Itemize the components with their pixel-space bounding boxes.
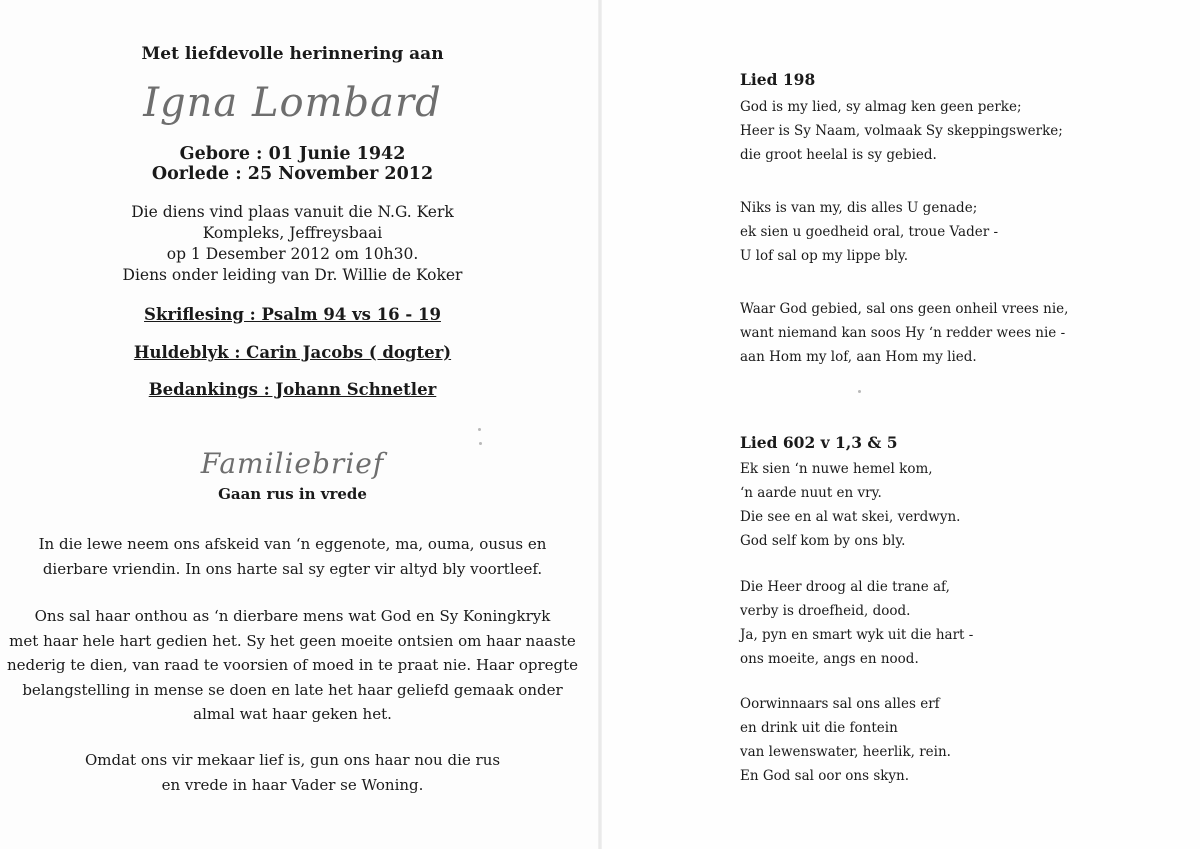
paragraph-line: dierbare vriendin. In ons harte sal sy egter vir altyd bly voortleef. xyxy=(42,559,543,578)
hymn-2-stanza-1 xyxy=(740,457,960,553)
verse-line: Die Heer droog al die trane af, xyxy=(740,579,950,595)
service-details xyxy=(0,202,585,286)
paragraph-line: In die lewe neem ons afskeid van ‘n eggenote, ma, ouma, ousus en xyxy=(38,535,547,553)
verse-line: verby is droefheid, dood. xyxy=(740,603,911,619)
verse-line: Ek sien ‘n nuwe hemel kom, xyxy=(740,461,933,477)
scripture-reading: Skriflesing : Psalm 94 vs 16 - 19 xyxy=(144,305,441,324)
paragraph-line: Ons sal haar onthou as ‘n dierbare mens wat God en Sy Koningkryk xyxy=(34,607,551,625)
hymn-2-stanza-3 xyxy=(740,692,951,788)
scan-speck xyxy=(478,428,481,431)
verse-line: Heer is Sy Naam, volmaak Sy skeppingswerke; xyxy=(740,123,1063,139)
service-line: Diens onder leiding van Dr. Willie de Koker xyxy=(122,266,463,284)
letter-paragraph-3 xyxy=(0,748,585,797)
verse-line: die groot heelal is sy gebied. xyxy=(740,147,937,163)
verse-line: Waar God gebied, sal ons geen onheil vrees nie, xyxy=(740,301,1069,317)
page-fold xyxy=(598,0,602,849)
verse-line: U lof sal op my lippe bly. xyxy=(740,248,909,264)
verse-line: Oorwinnaars sal ons alles erf xyxy=(740,696,940,712)
hymn-1-stanza-2 xyxy=(740,196,998,268)
verse-line: van lewenswater, heerlik, rein. xyxy=(740,744,951,760)
paragraph-line: nederig te dien, van raad te voorsien of moed in te praat nie. Haar opregte xyxy=(6,656,579,674)
letter-subheading: Gaan rus in vrede xyxy=(218,485,367,503)
verse-line: Niks is van my, dis alles U genade; xyxy=(740,200,978,216)
hymn-1-stanza-1 xyxy=(740,95,1063,167)
letter-heading: Familiebrief xyxy=(200,447,385,480)
verse-line: aan Hom my lof, aan Hom my lied. xyxy=(740,349,977,365)
death-date: Oorlede : 25 November 2012 xyxy=(151,164,434,184)
paragraph-line: met haar hele hart gedien het. Sy het geen moeite ontsien om haar naaste xyxy=(9,631,576,650)
hymn-1-title: Lied 198 xyxy=(740,70,816,89)
verse-line: ‘n aarde nuut en vry. xyxy=(740,485,882,501)
scan-speck xyxy=(479,442,482,445)
paragraph-line: almal wat haar geken het. xyxy=(193,705,392,723)
verse-line: God self kom by ons bly. xyxy=(740,533,906,549)
deceased-name: Igna Lombard xyxy=(143,80,442,126)
verse-line: en drink uit die fontein xyxy=(740,720,898,736)
scan-speck xyxy=(858,390,861,393)
verse-line: want niemand kan soos Hy ‘n redder wees nie - xyxy=(740,325,1066,341)
hymn-2-title: Lied 602 v 1,3 & 5 xyxy=(740,433,898,452)
verse-line: Ja, pyn en smart wyk uit die hart - xyxy=(740,627,974,643)
paragraph-line: belangstelling in mense se doen en late het haar geliefd gemaak onder xyxy=(22,680,563,699)
intro-heading: Met liefdevolle herinnering aan xyxy=(141,44,444,64)
service-line: op 1 Desember 2012 om 10h30. xyxy=(166,245,419,263)
service-line: Die diens vind plaas vanuit die N.G. Kerk xyxy=(131,203,454,221)
tribute: Huldeblyk : Carin Jacobs ( dogter) xyxy=(133,343,452,362)
verse-line: En God sal oor ons skyn. xyxy=(740,768,910,784)
letter-paragraph-1 xyxy=(0,532,585,581)
hymn-1-stanza-3 xyxy=(740,297,1068,369)
verse-line: ons moeite, angs en nood. xyxy=(740,651,919,667)
paragraph-line: Omdat ons vir mekaar lief is, gun ons haar nou die rus xyxy=(84,751,501,769)
letter-paragraph-2 xyxy=(0,604,585,727)
service-line: Kompleks, Jeffreysbaai xyxy=(202,224,383,242)
hymn-2-stanza-2 xyxy=(740,575,973,671)
paragraph-line: en vrede in haar Vader se Woning. xyxy=(161,775,424,794)
verse-line: God is my lied, sy almag ken geen perke; xyxy=(740,99,1022,115)
verse-line: Die see en al wat skei, verdwyn. xyxy=(740,509,961,525)
birth-date: Gebore : 01 Junie 1942 xyxy=(179,144,406,164)
acknowledgements: Bedankings : Johann Schnetler xyxy=(148,380,437,399)
verse-line: ek sien u goedheid oral, troue Vader - xyxy=(740,224,999,240)
